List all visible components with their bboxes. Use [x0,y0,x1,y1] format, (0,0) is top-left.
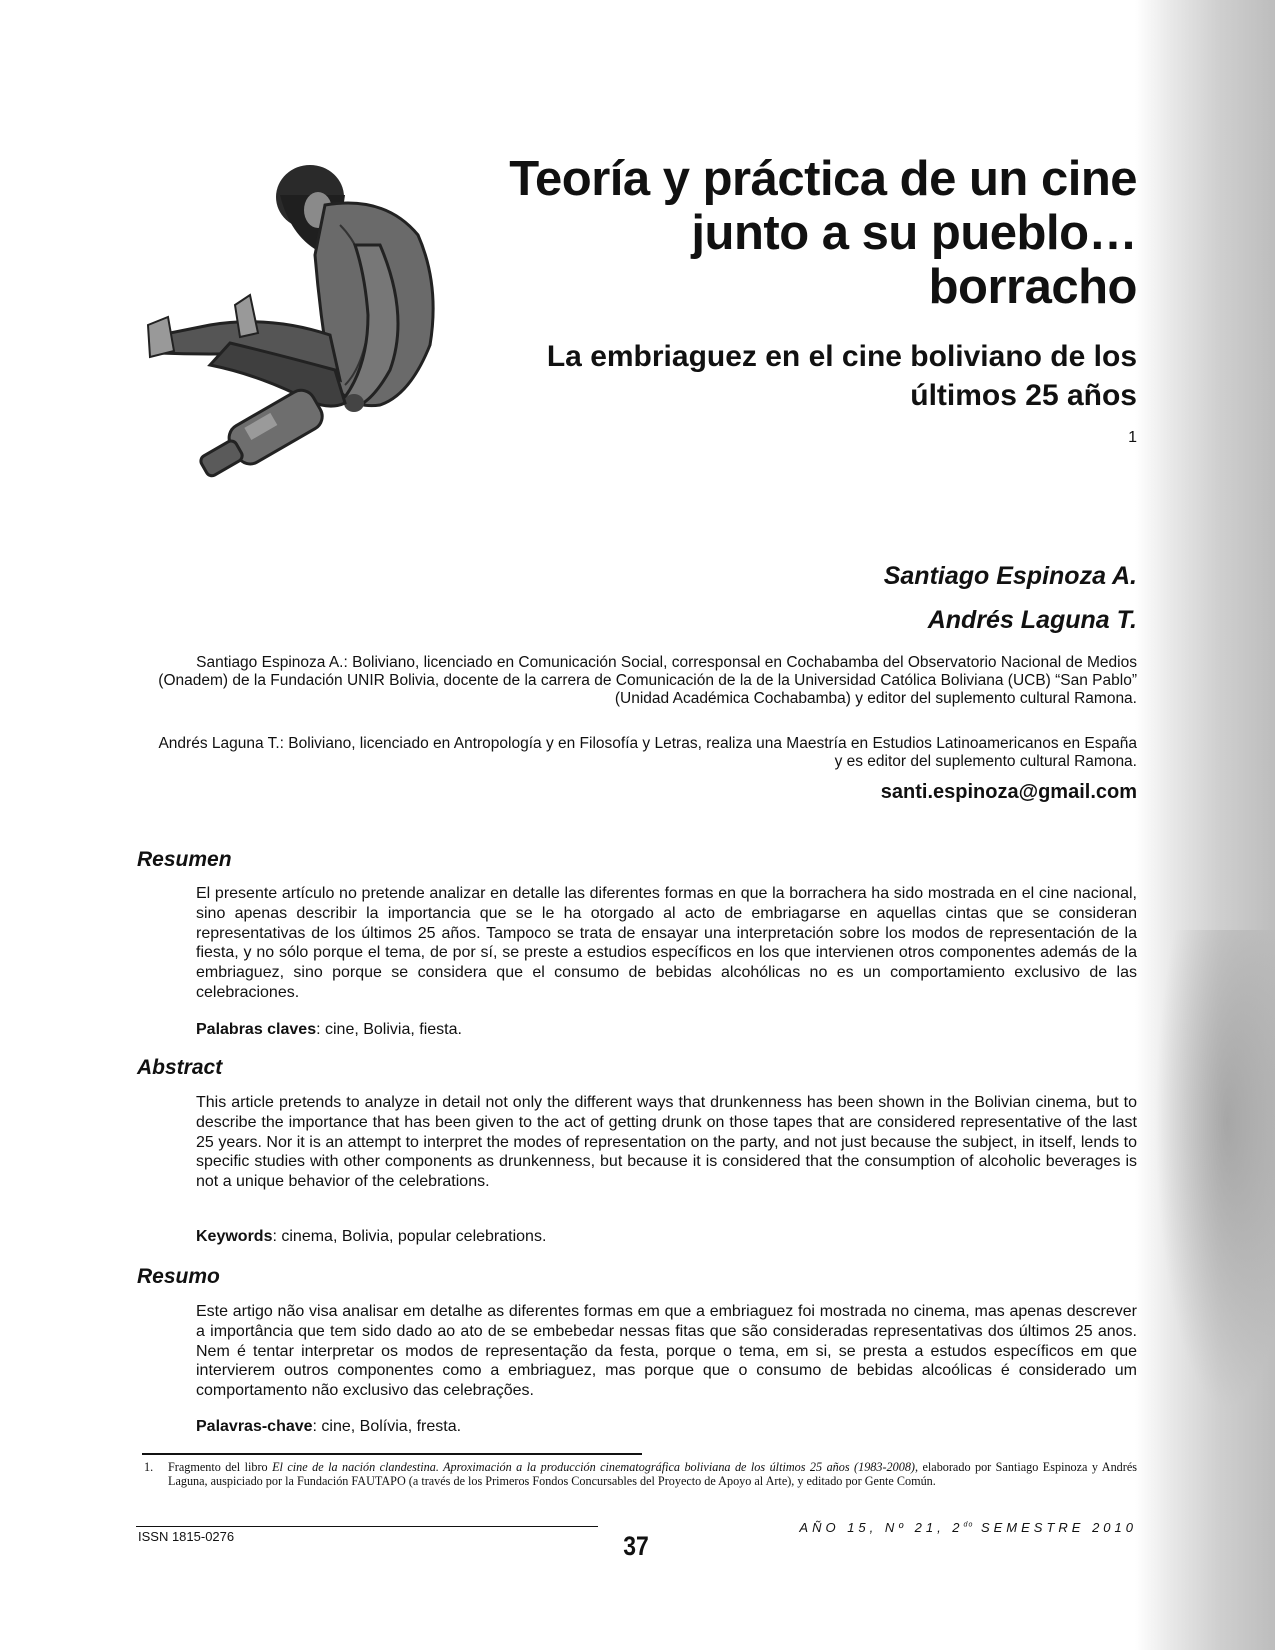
issn: ISSN 1815-0276 [138,1529,235,1544]
footnote-book-title: El cine de la nación clandestina. Aproximación a la producción cinematográfica boliviana de los últimos 25 años (1983-2008) [272,1460,915,1474]
page-edge-shading [1135,0,1275,1650]
subtitle-line-text: últimos 25 años [910,379,1137,412]
section-heading-abstract: Abstract [137,1056,223,1079]
abstract-english: This article pretends to analyze in detail not only the different ways that drunkenness has been shown in the Bolivian cinema, but to describe the importance that has been given to the act of getting drunk on those tapes that are considered representative of the last 25 years. Nor it is an attempt to interpret the modes of representation on the party, and not just because the subject, in itself, lends to specific studies with other components as drunkenness, but because it is considered that the consumption of alcoholic beverages is not a unique behavior of the celebrations. [196,1094,1137,1191]
footnote-suffix: , elaborado por Santiago Espinoza y Andrés Laguna, auspiciado por la Fundación FAUTAPO (a través de los Primeros Fondos Concursables del Proyecto de Apoyo al Arte), y editado por Gente Común. [168,1460,1137,1488]
footnote-divider [142,1453,642,1455]
issue-ordinal: do [963,1521,974,1529]
keywords-list: : cine, Bolívia, fresta. [312,1418,462,1435]
keywords-list: : cine, Bolivia, fiesta. [316,1021,462,1038]
section-heading-resumo: Resumo [137,1265,220,1288]
footnote-prefix: Fragmento del libro [168,1460,273,1474]
author-email[interactable]: santi.espinoza@gmail.com [880,781,1137,803]
footnote-number: 1. [144,1460,154,1474]
subtitle-line-2 [457,376,1137,457]
page-number: 37 [623,1531,649,1561]
footnote [144,1460,1137,1488]
article-title [437,152,1137,314]
issue-text-end: SEMESTRE 2010 [973,1520,1137,1535]
title-line: Teoría y práctica de un cine [509,152,1137,206]
keywords-label: Palavras-chave [196,1418,313,1435]
keywords-list: : cinema, Bolivia, popular celebrations. [272,1228,547,1245]
author-name: Santiago Espinoza A. [883,562,1137,590]
abstract-spanish: El presente artículo no pretende analizar en detalle las diferentes formas en que la borrachera ha sido mostrada en el cine nacional, sino apenas describir la importancia que se le ha otorgado al acto de embriagarse en aquellas cintas que se consideran representativas de los últimos 25 años. Tampoco se trata de ensayar una interpretación sobre los modos de representación de la fiesta, y no sólo porque el tema, de por sí, se preste a estudios específicos en los que intervienen otros componentes además de la embriaguez, sino porque se considera que el consumo de bebidas alcohólicas no es un comportamiento exclusivo de las celebraciones. [196,885,1137,1001]
author-bio: Santiago Espinoza A.: Boliviano, licenciado en Comunicación Social, corresponsal en Cochabamba del Observatorio Nacional de Medios (Onadem) de la Fundación UNIR Bolivia, docente de la carrera de Comunicación de la de la Universidad Católica Boliviana (UCB) “San Pablo” (Unidad Académica Cochabamba) y editor del suplemento cultural Ramona. [158,654,1137,707]
article-subtitle [457,337,1137,457]
keywords-english [196,1228,546,1246]
title-line: junto a su pueblo… [691,206,1137,260]
author-bio: Andrés Laguna T.: Boliviano, licenciado en Antropología y en Filosofía y Letras, realiza una Maestría en Estudios Latinoamericanos en España y es editor del suplemento cultural Ramona. [158,735,1137,770]
footnote-mark: 1 [1128,429,1137,446]
keywords-label: Palabras claves [196,1021,317,1038]
subtitle-line: La embriaguez en el cine boliviano de los [546,340,1137,373]
abstract-portuguese: Este artigo não visa analisar em detalhe as diferentes formas em que a embriaguez foi mostrada no cinema, mas apenas descrever a importância que tem sido dado ao ato de se embebedar nessas fitas que são consideradas representativas dos últimos 25 anos. Nem é tentar interpretar os modos de representação da festa, porque o tema, em si, se presta a estudos específicos em que intervierem outros componentes como a embriaguez, mas porque que o consumo de bebidas alcoólicas é considerado um comportamento não exclusivo das celebrações. [196,1303,1137,1400]
issue-info [799,1520,1137,1535]
title-line: borracho [928,260,1137,314]
keywords-label: Keywords [196,1228,273,1245]
issue-text: AÑO 15, Nº 21, 2 [799,1520,964,1535]
author-name: Andrés Laguna T. [927,606,1137,634]
keywords-portuguese [196,1418,461,1436]
footnote-text [168,1460,1137,1488]
section-heading-resumen: Resumen [137,848,232,871]
keywords-spanish [196,1021,462,1039]
footer-divider [136,1526,598,1527]
drunk-man-with-bottle-illustration [140,165,465,505]
